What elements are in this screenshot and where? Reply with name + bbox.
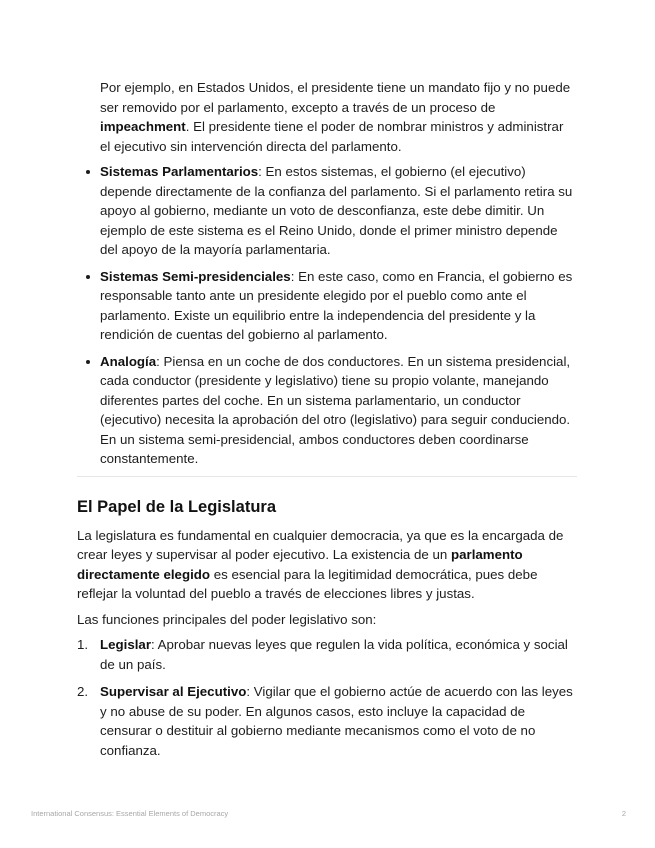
bullet-term: Sistemas Semi-presidenciales	[100, 268, 291, 284]
legislature-text-end: es esencial para la legitimidad democrática, pues debe reflejar la voluntad del pueblo a través de elecciones libres y justas.	[77, 566, 538, 601]
item-text: : Aprobar nuevas leyes que regulen la vida política, económica y social de un país.	[100, 637, 568, 672]
intro-text: Por ejemplo, en Estados Unidos, el presidente tiene un mandato fijo y no puede ser removido por el parlamento, excepto a través de un proceso de	[100, 80, 571, 115]
bullet-text: : En este caso, como en Francia, el gobierno es responsable tanto ante un presidente elegido por el pueblo como ante el parlamento. Existe un equilibrio entre la independencia del presidente y la rendición de cuentas del gobierno al parlamento.	[100, 268, 573, 342]
item-term: Legislar	[100, 637, 151, 652]
intro-text-end: . El presidente tiene el poder de nombrar ministros y administrar el ejecutivo sin intervención directa del parlamento.	[100, 119, 564, 154]
government-systems-list	[77, 162, 577, 469]
list-item	[100, 267, 577, 345]
legislature-paragraph	[77, 526, 577, 604]
list-item	[77, 635, 577, 674]
legislature-text: La legislatura es fundamental en cualquier democracia, ya que es la encargada de crear leyes y supervisar al poder ejecutivo. La existencia de un	[77, 527, 564, 562]
functions-intro: Las funciones principales del poder legislativo son:	[77, 611, 377, 627]
item-text: : Vigilar que el gobierno actúe de acuerdo con las leyes y no abuse de su poder. En algunos casos, esto incluye la capacidad de censurar o destituir al gobierno mediante mecanismos como el voto de no confianza.	[100, 684, 573, 758]
bullet-text: : Piensa en un coche de dos conductores. En un sistema presidencial, cada conductor (presidente y legislativo) tiene su propio volante, manejando diferentes partes del coche. En un sistema parlamentario, un conductor (ejecutivo) necesita la aprobación del otro (legislativo) para seguir conduciendo. En un sistema semi-presidencial, ambos conductores deben coordinarse constantemente.	[100, 353, 571, 466]
page-footer	[31, 809, 626, 818]
document-body	[77, 78, 577, 768]
item-number: 2.	[77, 684, 89, 699]
bullet-text: : En estos sistemas, el gobierno (el ejecutivo) depende directamente de la confianza del parlamento. Si el parlamento retira su apoyo al gobierno, mediante un voto de desconfianza, este debe dimitir. Un ejemplo de este sistema es el Reino Unido, donde el primer ministro depende del apoyo de la mayoría parlamentaria.	[100, 164, 573, 257]
footer-title: International Consensus: Essential Elements of Democracy	[31, 809, 229, 818]
item-number: 1.	[77, 637, 89, 652]
impeachment-term: impeachment	[100, 119, 186, 134]
bullet-term: Analogía	[100, 353, 157, 369]
legislative-functions-list	[77, 635, 577, 760]
section-heading: El Papel de la Legislatura	[77, 497, 276, 516]
list-item	[100, 162, 577, 260]
intro-paragraph	[77, 78, 577, 156]
parliament-term: parlamento directamente elegido	[77, 547, 523, 582]
page-number: 2	[621, 809, 626, 818]
item-term: Supervisar al Ejecutivo	[100, 684, 247, 699]
list-item	[100, 352, 577, 469]
list-item	[77, 682, 577, 760]
bullet-term: Sistemas Parlamentarios	[100, 164, 259, 179]
section-divider	[77, 476, 577, 477]
